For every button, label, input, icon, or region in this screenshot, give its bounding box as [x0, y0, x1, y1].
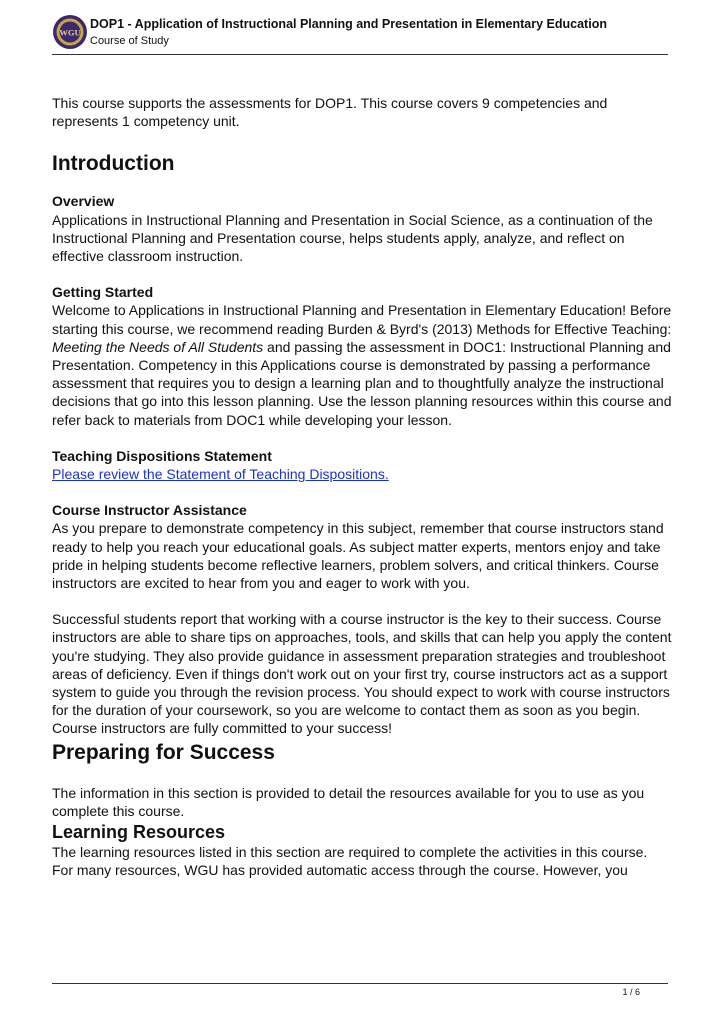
instructor-paragraph-1: As you prepare to demonstrate competency in this subject, remember that course instructors stand ready to help you reach your educational goals. As subject matter experts, mentors enjoy and take pride in helping students become reflective learners, problem solvers, and critical thinkers. Course instructors are excited to hear from you and eager to work with you.	[52, 520, 664, 592]
heading-dispositions: Teaching Dispositions Statement	[52, 447, 272, 464]
dispositions-link[interactable]: Please review the Statement of Teaching Dispositions.	[52, 466, 389, 483]
book-subtitle: Meeting the Needs of All Students	[52, 338, 264, 355]
heading-instructor-assistance: Course Instructor Assistance	[52, 502, 247, 519]
heading-overview: Overview	[52, 193, 115, 210]
getting-started-paragraph	[52, 301, 672, 428]
heading-learning-resources: Learning Resources	[52, 822, 226, 843]
getting-started-text-2: and passing the assessment in DOC1: Instructional Planning and Presentation. Competency in this Applications course is demonstrated by passing a performance assessment that requires you to design a learning plan and to thoughtfully analyze the instructional decisions that go into this lesson planning. Use the lesson planning resources within this course and refer back to materials from DOC1 while developing your lesson.	[52, 338, 672, 428]
overview-paragraph: Applications in Instructional Planning and Presentation in Social Science, as a continuation of the Instructional Planning and Presentation course, helps students apply, analyze, and reflect on effective classroom instruction.	[52, 211, 653, 265]
document-subtitle: Course of Study	[90, 35, 169, 47]
page-content	[52, 94, 672, 880]
heading-getting-started: Getting Started	[52, 284, 154, 301]
learning-resources-paragraph: The learning resources listed in this section are required to complete the activities in this course. For many resources, WGU has provided automatic access through the course. However, you	[52, 844, 648, 879]
logo-text: WGU	[59, 27, 81, 38]
intro-paragraph: This course supports the assessments for DOP1. This course covers 9 competencies and represents 1 competency unit.	[52, 95, 608, 130]
page-number: 1 / 6	[622, 987, 640, 997]
document-title: DOP1 - Application of Instructional Planning and Presentation in Elementary Education	[90, 17, 607, 31]
page-footer	[52, 983, 668, 997]
preparing-paragraph: The information in this section is provided to detail the resources available for you to use as you complete this course.	[52, 784, 645, 819]
page-header	[52, 10, 668, 55]
heading-preparing-for-success: Preparing for Success	[52, 740, 275, 764]
heading-introduction: Introduction	[52, 152, 175, 176]
instructor-paragraph-2: Successful students report that working with a course instructor is the key to their success. Course instructors are able to share tips on approaches, tools, and skills that can help you apply the content you're studying. They also provide guidance in assessment preparation strategies and troubleshoot areas of deficiency. Even if things don't work out on your first try, course instructors act as a support system to guide you through the revision process. You should expect to work with course instructors for the duration of your coursework, so you are welcome to contact them as soon as you begin. Course instructors are fully committed to your success!	[52, 611, 672, 737]
wgu-logo-icon	[52, 14, 88, 50]
getting-started-text-1: Welcome to Applications in Instructional Planning and Presentation in Elementary Education! Before starting this course, we recommend reading Burden & Byrd's (2013) Methods for Effective Teaching:	[52, 302, 672, 337]
